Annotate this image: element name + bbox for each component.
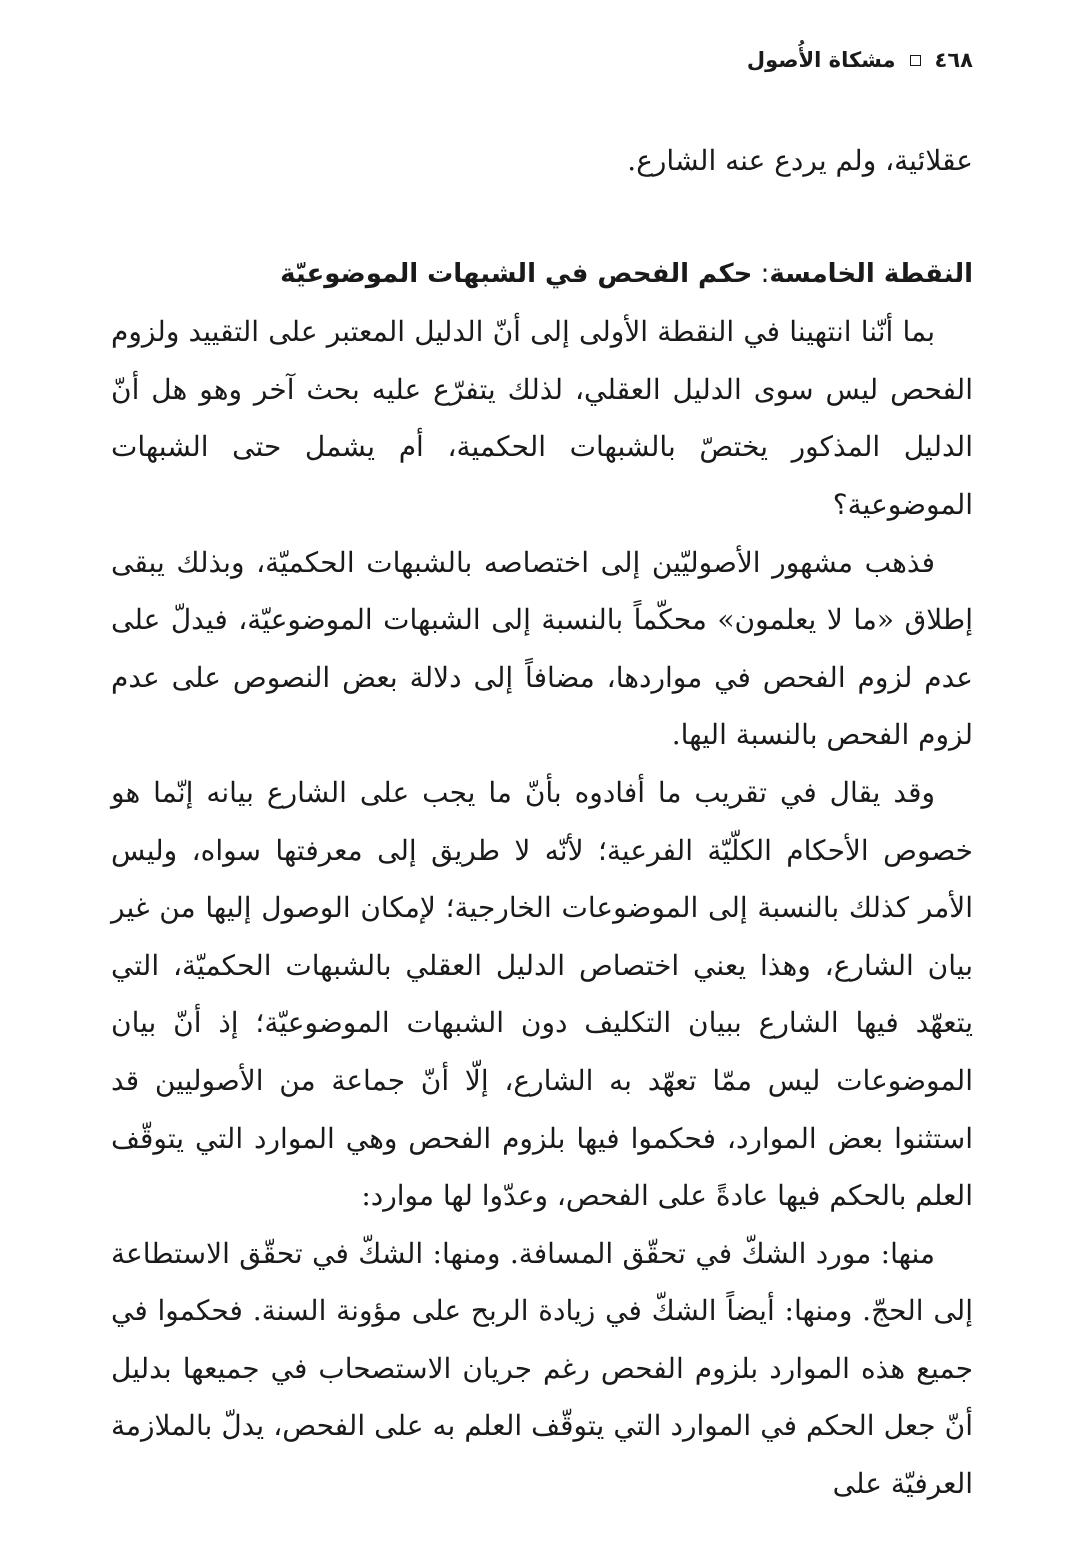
book-title: مشكاة الأُصول [746, 48, 896, 72]
header-separator-square-icon [910, 55, 921, 66]
heading-colon: : [752, 258, 770, 289]
paragraph-4: منها: مورد الشكّ في تحقّق المسافة. ومنها: الشكّ في تحقّق الاستطاعة إلى الحجّ. ومنها: أيضاً الشكّ في زيادة الربح على مؤونة السنة. فحكموا في جميع هذه الموارد بلزوم الفحص رغم جريان الاستصحاب في جميعها بدليل أنّ جعل الحكم في الموارد التي يتوقّف العلم به على الفحص، يدلّ بالملازمة العرفيّة على [111, 1236, 973, 1501]
section-heading-title: حكم الفحص في الشبهات الموضوعيّة [280, 258, 753, 289]
section-heading [111, 246, 973, 304]
page-number: ٤٦٨ [934, 48, 973, 72]
running-header [747, 50, 973, 71]
section-heading-label: النقطة الخامسة [769, 258, 973, 289]
paragraph-1: بما أنّنا انتهينا في النقطة الأولى إلى أنّ الدليل المعتبر على التقييد ولزوم الفحص ليس سوى الدليل العقلي، لذلك يتفرّع عليه بحث آخر وهو هل أنّ الدليل المذكور يختصّ بالشبهات الحكمية، أم يشمل حتى الشبهات الموضوعية؟ [111, 315, 973, 521]
paragraph-2: فذهب مشهور الأصوليّين إلى اختصاصه بالشبهات الحكميّة، وبذلك يبقى إطلاق «ما لا يعلمون» محكّماً بالنسبة إلى الشبهات الموضوعيّة، فيدلّ على عدم لزوم الفحص في مواردها، مضافاً إلى دلالة بعض النصوص على عدم لزوم الفحص بالنسبة اليها. [111, 545, 973, 752]
intro-line: عقلائية، ولم يردع عنه الشارع. [627, 144, 973, 177]
page-body [111, 132, 973, 1513]
paragraph-3: وقد يقال في تقريب ما أفادوه بأنّ ما يجب على الشارع بيانه إنّما هو خصوص الأحكام الكلّيّة الفرعية؛ لأنّه لا طريق إلى معرفتها سواه، وليس الأمر كذلك بالنسبة إلى الموضوعات الخارجية؛ لإمكان الوصول إليها من غير بيان الشارع، وهذا يعني اختصاص الدليل العقلي بالشبهات الحكميّة، التي يتعهّد فيها الشارع ببيان التكليف دون الشبهات الموضوعيّة؛ إذ أنّ بيان الموضوعات ليس ممّا تعهّد به الشارع، إلّا أنّ جماعة من الأصوليين قد استثنوا بعض الموارد، فحكموا فيها بلزوم الفحص وهي الموارد التي يتوقّف العلم بالحكم فيها عادةً على الفحص، وعدّوا لها موارد: [111, 775, 973, 1213]
